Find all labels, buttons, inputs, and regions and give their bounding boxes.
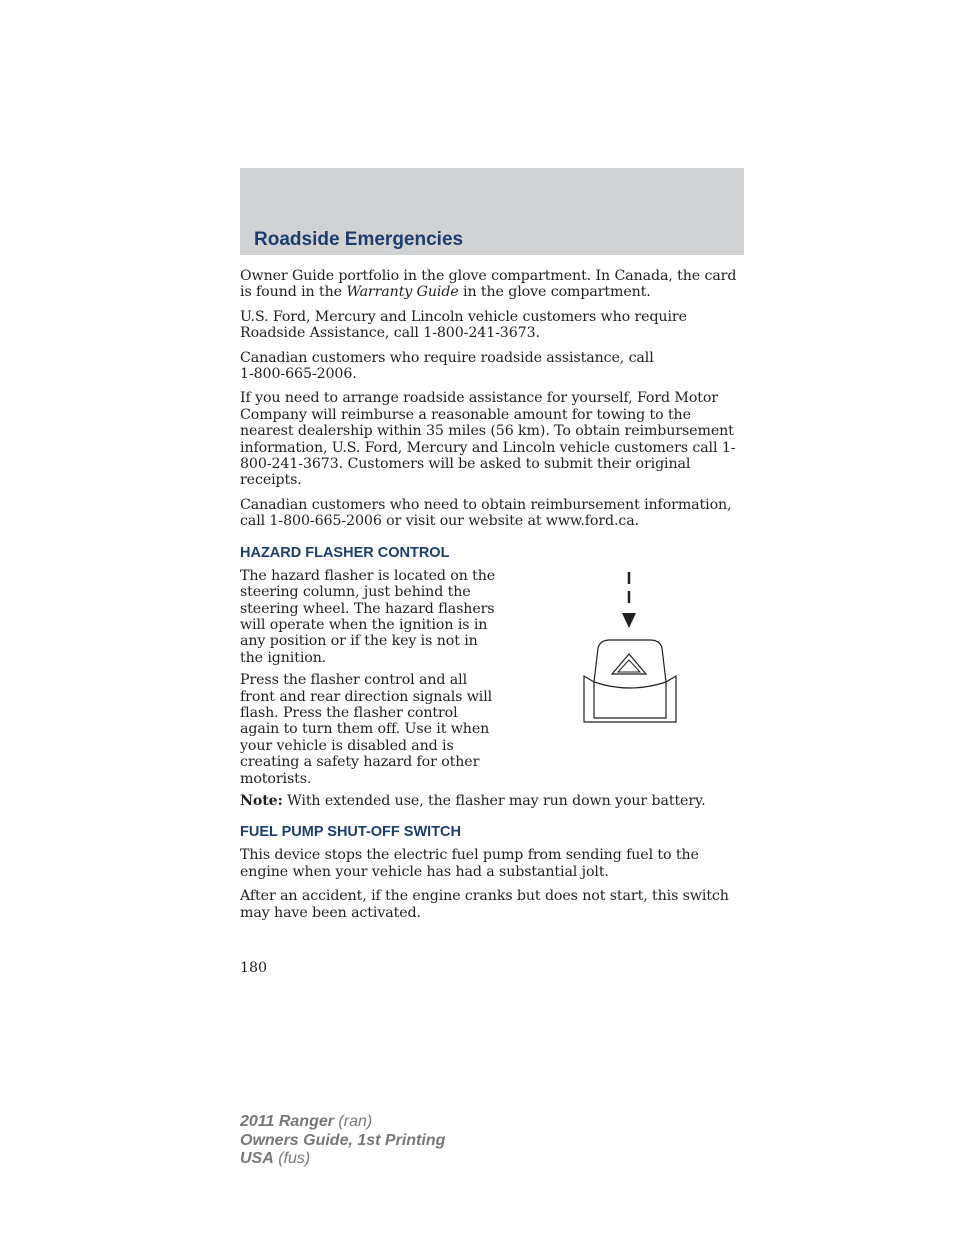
hazard-note: [240, 793, 744, 809]
intro-paragraph-1: [240, 268, 744, 301]
footer-model-code: (ran): [333, 1113, 373, 1130]
hazard-paragraph-2: Press the flasher control and all front and rear direction signals will flash. Press the flasher control again to turn them off. Use it when your vehicle is disabled and is creating a safety hazard for other motorists.: [240, 672, 493, 787]
hazard-inner-triangle-icon: [618, 660, 640, 672]
intro-paragraph-5: Canadian customers who need to obtain reimbursement information, call 1-800-665-2006 or visit our website at www.ford.ca.: [240, 496, 732, 530]
intro-paragraph-3: [240, 350, 744, 383]
hazard-paragraph-1: The hazard flasher is located on the steering column, just behind the steering wheel. The hazard flashers will operate when the ignition is in any position or if the key is not in the ignition.: [240, 567, 496, 666]
intro-paragraph-4: If you need to arrange roadside assistance for yourself, Ford Motor Company will reimburse a reasonable amount for towing to the nearest dealership within 35 miles (56 km). To obtain reimbursement information, U.S. Ford, Mercury and Lincoln vehicle customers call 1-800-241-3673. Customers will be asked to submit their original receipts.: [240, 390, 736, 489]
hazard-triangle-icon: [612, 654, 646, 674]
intro-p3-text-b: 1-800-665-2006.: [240, 366, 357, 383]
footer-line-1: [240, 1113, 445, 1132]
note-label: Note:: [240, 792, 283, 809]
footer-market: USA: [240, 1150, 274, 1167]
section-header-band: [240, 168, 744, 255]
section-title: Roadside Emergencies: [254, 229, 464, 250]
footer-market-code: (fus): [273, 1150, 311, 1167]
hazard-heading: HAZARD FLASHER CONTROL: [240, 544, 450, 561]
flasher-button-outline: [594, 640, 666, 688]
footer-line-2: [240, 1132, 445, 1151]
intro-p1-text-b: in the glove compartment.: [458, 284, 651, 301]
page-content: [240, 268, 744, 929]
fuel-paragraph-2: After an accident, if the engine cranks but does not start, this switch may have been activated.: [240, 888, 729, 921]
intro-paragraph-2: U.S. Ford, Mercury and Lincoln vehicle customers who require Roadside Assistance, call 1-800-241-3673.: [240, 308, 687, 342]
print-footer: [240, 1113, 445, 1169]
footer-model: 2011 Ranger: [240, 1113, 334, 1130]
hazard-section: [240, 568, 744, 787]
hazard-flasher-illustration: [580, 568, 680, 728]
intro-p3-text-a: Canadian customers who require roadside assistance, call: [240, 349, 654, 366]
page-number: 180: [240, 960, 268, 976]
fuel-pump-heading: FUEL PUMP SHUT-OFF SWITCH: [240, 824, 461, 841]
hazard-text-column: [240, 568, 496, 787]
warranty-guide-title: Warranty Guide: [346, 284, 459, 301]
note-text: With extended use, the flasher may run down your battery.: [282, 792, 706, 809]
arrow-down-icon: [622, 613, 636, 628]
footer-printing: Owners Guide, 1st Printing: [240, 1131, 446, 1149]
footer-line-3: [240, 1150, 445, 1169]
fuel-paragraph-1: This device stops the electric fuel pump from sending fuel to the engine when your vehicle has had a substantial jolt.: [240, 847, 699, 880]
intro-p1-text-a: Owner Guide portfolio in the glove compartment. In Canada, the card is found in the: [240, 268, 737, 301]
